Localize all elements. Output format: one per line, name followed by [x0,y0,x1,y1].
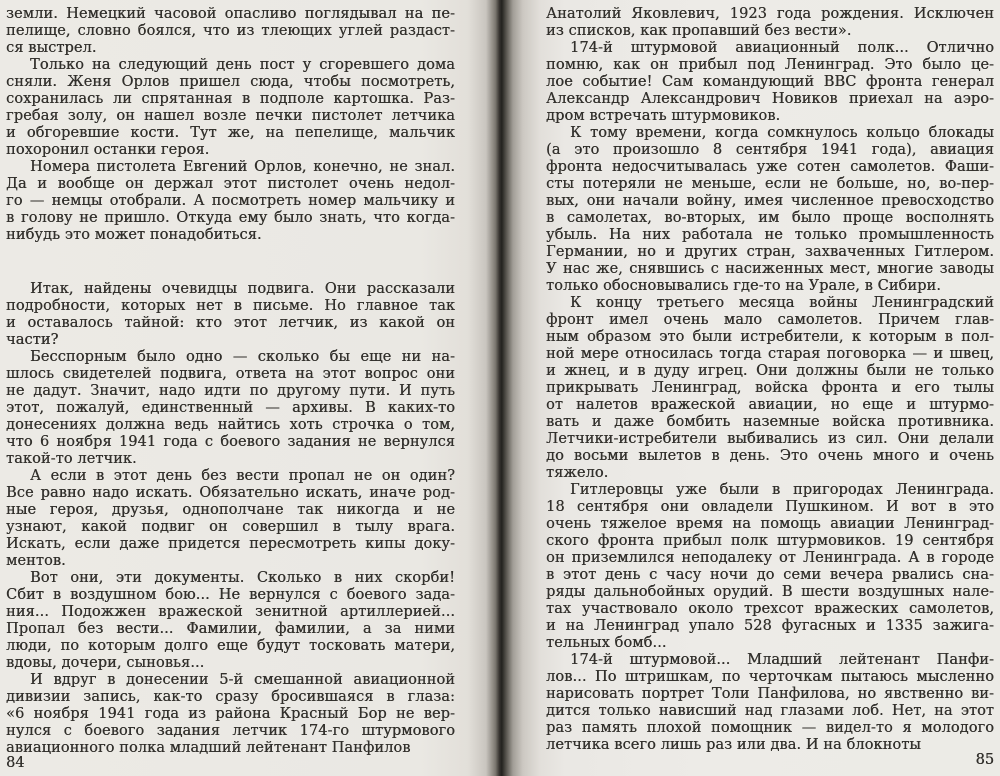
paragraph [6,57,455,159]
paragraph [6,159,455,244]
text-line: тяжело. [546,465,609,481]
text-line: прикрывать Ленинград, войска фронта и его тылы [546,380,994,396]
text-line: авиационного полка младший лейтенант Панфилов [6,740,411,756]
text-line: Номера пистолета Евгений Орлов, конечно, не знал. [30,159,455,175]
text-line: сохранилась ли спрятанная в подполе картошка. Раз- [6,91,455,107]
text-line: Сбит в воздушном бою... Не вернулся с боевого зада- [6,587,455,603]
text-line: ния... Подожжен вражеской зенитной артиллерией... [6,604,455,620]
text-line: не дадут. Значит, надо идти по другому пути. И путь [6,383,455,399]
text-line: А если в этот день без вести пропал не он один? [30,468,455,484]
text-line: такой-то летчик. [6,451,137,467]
text-line: он приземлился неподалеку от Ленинграда. А в городе [546,550,994,566]
text-line: 174-й штурмовой авиационный полк... Отлично [570,40,994,56]
text-line: люди, по которым долго еще будут тосковать матери, [6,638,455,654]
text-line: ского фронта прибыл полк штурмовиков. 19 сентября [546,533,994,549]
text-line: что 6 ноября 1941 года с боевого задания не вернулся [6,434,455,450]
paragraph [6,6,455,57]
text-line: помню, как он прибыл под Ленинград. Это было це- [546,57,994,73]
text-line: К тому времени, когда сомкнулось кольцо блокады [570,125,994,141]
text-line: только обосновывались где-то на Урале, в Сибири. [546,278,941,294]
text-line: подробности, которых нет в письме. Но главное так [6,298,455,314]
text-line: в этот день с часу ночи до семи вечера рвались сна- [546,567,994,583]
text-line: И вдруг в донесении 5-й смешанной авиационной [30,672,455,688]
text-line: дром встречать штурмовиков. [546,108,781,124]
text-line: Искать, если даже придется пересмотреть кипы доку- [6,536,455,552]
text-line: в голову не пришло. Откуда ему было знать, что когда- [6,210,455,226]
paragraph [546,6,994,40]
text-line: (а это произошло 8 сентября 1941 года), авиация [546,142,994,158]
text-line: нибудь это может понадобиться. [6,227,262,243]
text-line: узнают, какой подвиг он совершил в тылу врага. [6,519,455,535]
text-line: и оставалось тайной: кто этот летчик, из какой он [6,315,455,331]
text-line: ментов. [6,553,66,569]
right-page-number: 85 [975,752,994,768]
text-line: 18 сентября они овладели Пушкином. И вот в это [546,499,994,515]
text-line: сняли. Женя Орлов пришел сюда, чтобы посмотреть, [6,74,455,90]
paragraph [546,482,994,652]
text-line: фронт имел очень мало самолетов. Причем глав- [546,312,994,328]
text-line: раз память плохой помощник — видел-то я молодого [546,720,994,736]
text-line: Бесспорным было одно — сколько бы еще ни на- [30,349,455,365]
text-line: сты потеряли не меньше, если не больше, но, во-пер- [546,176,994,192]
paragraph [6,672,455,757]
text-line: похоронил останки героя. [6,142,210,158]
paragraph [6,281,455,349]
text-line: У нас же, снявшись с насиженных мест, многие заводы [546,261,994,277]
text-line: и обгоревшие кости. Тут же, на пепелище, мальчик [6,125,455,141]
paragraph [546,125,994,295]
text-line: от налетов вражеской авиации, но еще и штурмо- [546,397,994,413]
text-line: и жнец, и в дуду игрец. Они должны были не только [546,363,994,379]
text-line: Анатолий Яковлевич, 1923 года рождения. Исключен [546,6,994,22]
text-line: до восьми вылетов в день. Это очень много и очень [546,448,994,464]
text-line: Все равно надо искать. Обязательно искать, иначе род- [6,485,455,501]
text-line: Александр Александрович Новиков приехал на аэро- [546,91,994,107]
text-line: шлось свидетелей подвига, ответа на этот вопрос они [6,366,455,382]
text-line: из списков, как пропавший без вести». [546,23,852,39]
left-page-number: 84 [6,755,25,771]
text-line: пелище, словно боялся, что из тлеющих углей раздаст- [6,23,455,39]
text-line: убыль. На них работала не только промышленность [546,227,994,243]
paragraph [6,349,455,468]
right-page-text [546,6,994,754]
text-line: нарисовать портрет Толи Панфилова, но явственно ви- [546,686,994,702]
text-line: и на Ленинград упало 528 фугасных и 1335 зажига- [546,618,994,634]
text-line: Только на следующий день пост у сгоревшего дома [30,57,455,73]
text-line: Итак, найдены очевидцы подвига. Они рассказали [30,281,455,297]
text-line: лов... По штришкам, по черточкам пытаюсь мысленно [546,669,994,685]
text-line: донесениях должна ведь найтись хоть строчка о том, [6,417,455,433]
text-line: тельных бомб... [546,635,667,651]
text-line: ные героя, друзья, однополчане так никогда и не [6,502,455,518]
text-line: вдовы, дочери, сыновья... [6,655,205,671]
text-line: го — немцы отобрали. А посмотреть номер мальчику и [6,193,455,209]
text-line: этот, пожалуй, единственный — архивы. В каких-то [6,400,455,416]
paragraph [6,468,455,570]
text-line: в самолетах, во-вторых, им было проще восполнять [546,210,994,226]
text-line: 174-й штурмовой... Младший лейтенант Панфи- [570,652,994,668]
text-line: ной мере относилась тогда старая поговорка — и швец, [546,346,994,362]
left-page-text [6,6,455,757]
text-line: дится только нависший над глазами лоб. Нет, на этот [546,703,994,719]
text-line: дивизии запись, как-то сразу бросившаяся в глаза: [6,689,455,705]
text-line: К концу третьего месяца войны Ленинградский [570,295,994,311]
paragraph [546,40,994,125]
text-line: ся выстрел. [6,40,97,56]
text-line: тах участвовало около трехсот вражеских самолетов, [546,601,994,617]
paragraph [6,570,455,672]
text-line: Вот они, эти документы. Сколько в них скорби! [30,570,455,586]
text-line: Гитлеровцы уже были в пригородах Ленинграда. [570,482,994,498]
text-line: вых, они начали войну, имея численное превосходство [546,193,994,209]
text-line: летчика всего лишь раз или два. И на блокноты [546,737,921,753]
text-line: Пропал без вести... Фамилии, фамилии, а за ними [6,621,455,637]
text-line: фронта недосчитывалась уже сотен самолетов. Фаши- [546,159,994,175]
paragraph [546,295,994,482]
text-line: очень тяжелое время на помощь авиации Ленинград- [546,516,994,532]
text-line: ным образом это были истребители, к которым в пол- [546,329,994,345]
text-line: Германии, но и других стран, захваченных Гитлером. [546,244,994,260]
text-line: Да и вообще он держал этот пистолет очень недол- [6,176,455,192]
paragraph [546,652,994,754]
text-line: Летчики-истребители выбивались из сил. Они делали [546,431,994,447]
text-line: нулся с боевого задания летчик 174-го штурмового [6,723,455,739]
text-line: части? [6,332,59,348]
text-line: вать и даже бомбить наземные войска противника. [546,414,994,430]
text-line: «6 ноября 1941 года из района Красный Бор не вер- [6,706,455,722]
text-line: ряды дальнобойных орудий. В шести воздушных нале- [546,584,994,600]
text-line: лое событие! Сам командующий ВВС фронта генерал [546,74,994,90]
text-line: гребая золу, он нашел возле печки пистолет летчика [6,108,455,124]
text-line: земли. Немецкий часовой опасливо поглядывал на пе- [6,6,455,22]
